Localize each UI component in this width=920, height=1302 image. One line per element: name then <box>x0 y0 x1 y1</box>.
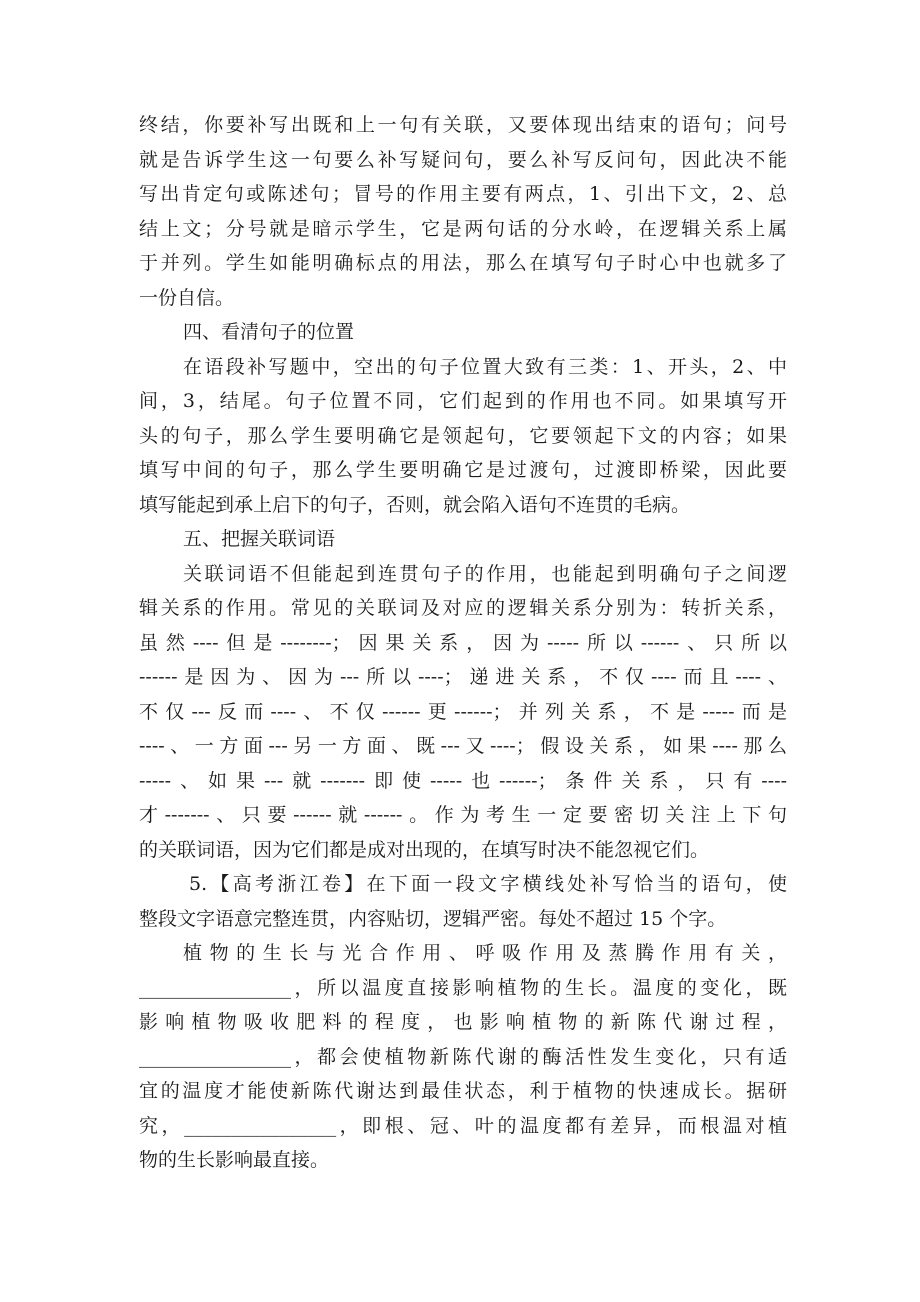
text-line: 不仅---反而----、不仅------更------；并列关系，不是-----而是 <box>139 700 787 723</box>
text-line: 辑关系的作用。常见的关联词及对应的逻辑关系分别为：转折关系， <box>139 597 787 619</box>
fill-blank-line: 究，________________，即根、冠、叶的温度都有差异，而根温对植 <box>139 1114 787 1137</box>
section-heading-5: 五、把握关联词语 <box>183 528 336 550</box>
text-line: 结上文；分号就是暗示学生，它是两句话的分水岭，在逻辑关系上属 <box>139 217 787 240</box>
text-line: 间，3，结尾。句子位置不同，它们起到的作用也不同。如果填写开 <box>139 390 787 412</box>
text-line: 于并列。学生如能明确标点的用法，那么在填写句子时心中也就多了 <box>139 252 787 274</box>
text-line: 5.【高考浙江卷】在下面一段文字横线处补写恰当的语句，使 <box>189 873 787 895</box>
fill-blank-line: ________________，都会使植物新陈代谢的酶活性发生变化，只有适 <box>139 1045 787 1068</box>
text-line: ------是因为、因为---所以----；递进关系，不仅----而且----、 <box>139 666 787 688</box>
text-line: 关联词语不但能起到连贯句子的作用，也能起到明确句子之间逻 <box>183 562 787 585</box>
paragraph-connectives <box>139 557 787 868</box>
text-line: 一份自信。 <box>139 286 235 309</box>
text-line: 物的生长影响最直接。 <box>139 1149 330 1171</box>
text-line: 才-------、只要------就------。作为考生一定要密切关注上下句 <box>139 804 787 826</box>
question-5-passage <box>139 936 787 1178</box>
question-5-prompt <box>139 867 787 936</box>
text-line: 写出肯定句或陈述句；冒号的作用主要有两点，1、引出下文，2、总 <box>139 183 787 205</box>
paragraph-punctuation <box>139 108 787 315</box>
document-page <box>139 108 787 1178</box>
text-line: 影响植物吸收肥料的程度，也影响植物的新陈代谢过程， <box>139 1011 787 1033</box>
text-line: 就是告诉学生这一句要么补写疑问句，要么补写反问句，因此决不能 <box>139 148 787 171</box>
text-line: 宜的温度才能使新陈代谢达到最佳状态，利于植物的快速成长。据研 <box>139 1080 787 1102</box>
text-line: 虽然----但是--------；因果关系，因为-----所以------、只所以 <box>139 631 787 654</box>
text-line: 在语段补写题中，空出的句子位置大致有三类：1、开头，2、中 <box>183 355 787 378</box>
text-line: ----、一方面---另一方面、既---又----；假设关系，如果----那么 <box>139 735 787 757</box>
text-line: 头的句子，那么学生要明确它是领起句，它要领起下文的内容；如果 <box>139 424 787 447</box>
text-line: -----、如果---就-------即使-----也------；条件关系，只有---- <box>139 769 787 792</box>
text-line: 植物的生长与光合作用、呼吸作用及蒸腾作用有关， <box>183 942 787 964</box>
text-line: 的关联词语，因为它们都是成对出现的，在填写时决不能忽视它们。 <box>139 838 710 861</box>
section-heading-4: 四、看清句子的位置 <box>183 321 355 343</box>
text-line: 填写能起到承上启下的句子，否则，就会陷入语句不连贯的毛病。 <box>139 493 691 516</box>
text-line: 终结，你要补写出既和上一句有关联，又要体现出结束的语句；问号 <box>139 114 787 136</box>
fill-blank-line: ________________，所以温度直接影响植物的生长。温度的变化，既 <box>139 976 787 999</box>
paragraph-position <box>139 350 787 523</box>
text-line: 整段文字语意完整连贯，内容贴切，逻辑严密。每处不超过 15 个字。 <box>139 907 727 930</box>
text-line: 填写中间的句子，那么学生要明确它是过渡句，过渡即桥梁，因此要 <box>139 459 787 481</box>
